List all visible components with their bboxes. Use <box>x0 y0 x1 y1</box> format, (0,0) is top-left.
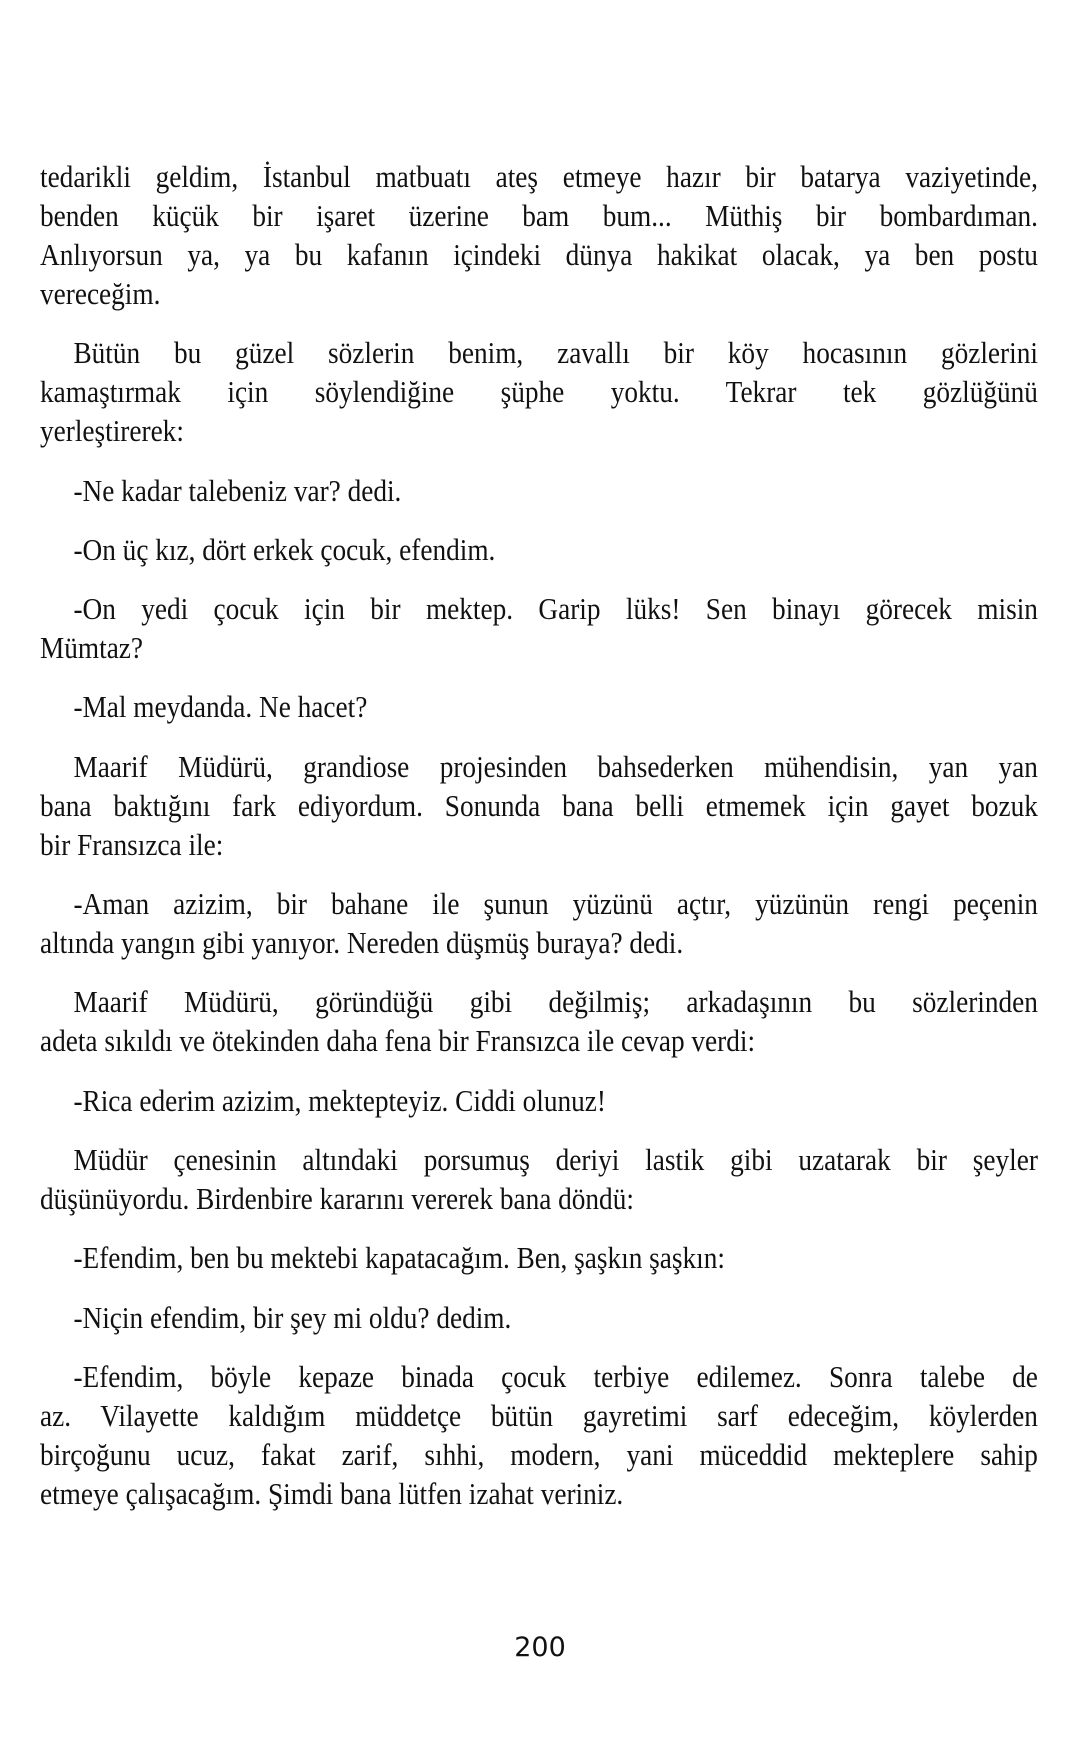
text-line: -Rica ederim azizim, mektepteyiz. Ciddi olunuz! <box>73 1082 606 1118</box>
text-line: bana baktığını fark ediyordum. Sonunda bana belli etmemek için gayet bozuk <box>40 787 1038 823</box>
text-line: birçoğunu ucuz, fakat zarif, sıhhi, modern, yani müceddid mekteplere sahip <box>40 1436 1038 1472</box>
text-line: Anlıyorsun ya, ya bu kafanın içindeki dünya hakikat olacak, ya ben postu <box>40 237 1038 272</box>
text-line: -Ne kadar talebeniz var? dedi. <box>73 472 402 508</box>
text-line: vereceğim. <box>40 276 161 311</box>
paragraph <box>40 589 1038 667</box>
paragraph <box>40 884 1038 962</box>
text-line: Müdür çenesinin altındaki porsumuş deriyi lastik gibi uzatarak bir şeyler <box>73 1141 1038 1177</box>
paragraph <box>40 747 1038 864</box>
text-line: -Efendim, ben bu mektebi kapatacağım. Ben, şaşkın şaşkın: <box>73 1240 725 1276</box>
text-line: -On üç kız, dört erkek çocuk, efendim. <box>73 531 496 567</box>
text-line: -Aman azizim, bir bahane ile şunun yüzünü açtır, yüzünün rengi peçenin <box>73 886 1038 922</box>
paragraph <box>40 1140 1038 1218</box>
text-line: yerleştirerek: <box>40 413 184 449</box>
text-line: benden küçük bir işaret üzerine bam bum... Müthiş bir bombardıman. <box>40 198 1038 233</box>
paragraph <box>40 1081 1038 1120</box>
text-line: bir Fransızca ile: <box>40 826 224 862</box>
page-number: 200 <box>514 1632 566 1663</box>
text-line: Maarif Müdürü, grandiose projesinden bahsederken mühendisin, yan yan <box>73 748 1038 784</box>
paragraph <box>40 982 1038 1060</box>
paragraph <box>40 471 1038 510</box>
text-line: etmeye çalışacağım. Şimdi bana lütfen izahat veriniz. <box>40 1475 624 1511</box>
paragraph <box>40 687 1038 726</box>
text-line: -On yedi çocuk için bir mektep. Garip lüks! Sen binayı görecek misin <box>73 591 1038 627</box>
text-line: adeta sıkıldı ve ötekinden daha fena bir Fransızca ile cevap verdi: <box>40 1023 756 1059</box>
paragraph <box>40 1357 1038 1513</box>
text-line: Mümtaz? <box>40 630 144 666</box>
text-line: tedarikli geldim, İstanbul matbuatı ateş etmeye hazır bir batarya vaziyetinde, <box>40 159 1038 194</box>
text-line: az. Vilayette kaldığım müddetçe bütün gayretimi sarf edeceğim, köylerden <box>40 1397 1038 1433</box>
paragraph <box>40 1298 1038 1337</box>
text-line: kamaştırmak için söylendiğine şüphe yoktu. Tekrar tek gözlüğünü <box>40 374 1038 410</box>
paragraph <box>40 1238 1038 1277</box>
page-body <box>40 157 1038 1533</box>
text-line: Maarif Müdürü, göründüğü gibi değilmiş; arkadaşının bu sözlerinden <box>73 984 1038 1020</box>
text-line: Bütün bu güzel sözlerin benim, zavallı bir köy hocasının gözlerini <box>73 335 1038 371</box>
text-line: -Mal meydanda. Ne hacet? <box>73 689 368 725</box>
text-line: -Efendim, böyle kepaze binada çocuk terbiye edilemez. Sonra talebe de <box>73 1358 1038 1394</box>
paragraph <box>40 333 1038 450</box>
text-line: -Niçin efendim, bir şey mi oldu? dedim. <box>73 1299 512 1335</box>
text-line: düşünüyordu. Birdenbire kararını vererek bana döndü: <box>40 1180 634 1216</box>
text-line: altında yangın gibi yanıyor. Nereden düşmüş buraya? dedi. <box>40 925 684 961</box>
paragraph <box>40 157 1038 313</box>
paragraph <box>40 530 1038 569</box>
